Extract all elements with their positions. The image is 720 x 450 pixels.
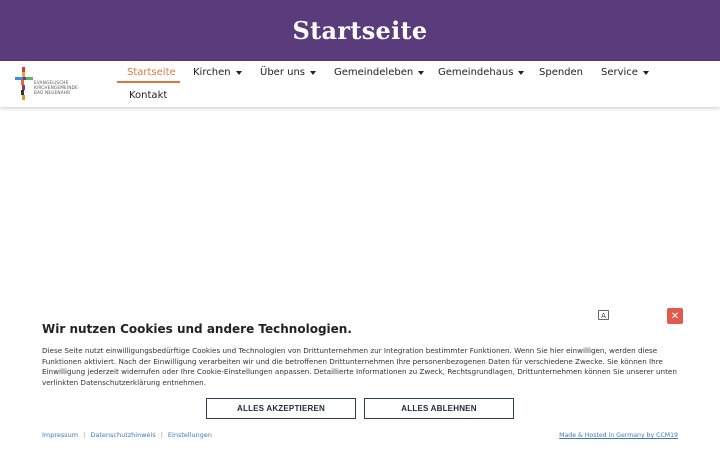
close-button[interactable] [667, 308, 683, 324]
nav-item-spenden[interactable] [539, 65, 583, 79]
cookie-description: Diese Seite nutzt einwilligungsbedürftige Cookies und Technologien von Drittunternehmen zur Integration bestimmter Funktionen. Wenn Sie hier einwilligen, werden diese Funktionen aktiviert. Nach der Einwilligung verarbeiten wir und die betroffenen Drittunternehmen Ihre personenbezogenen Daten für verschiedene Zwecke. Sie können Ihre Einwilligung jederzeit widerrufen oder Ihre Cookie-Einstellungen anpassen. Detaillierte Informationen zu Zweck, Rechtsgrundlagen, Drittunternehmen können Sie unserer unten verlinkten Datenschutzerklärung entnehmen. [42, 346, 677, 387]
nav-item-label: Service [601, 66, 638, 78]
nav-item-label: Über uns [260, 66, 305, 78]
logo-line-3: BAD NEUENAHR [34, 90, 71, 95]
chevron-down-icon [310, 71, 316, 75]
logo-line-2: KIRCHENGEMEINDE [34, 85, 78, 90]
church-logo[interactable] [13, 65, 83, 103]
nav-item-startseite[interactable] [127, 65, 176, 79]
nav-item-kontakt[interactable] [129, 88, 167, 102]
cookie-consent-banner [0, 295, 720, 450]
language-icon[interactable]: A [598, 310, 609, 320]
nav-item-service[interactable] [601, 65, 649, 79]
active-nav-underline [117, 81, 180, 83]
main-navigation [0, 61, 720, 107]
nav-item-gemeindeleben[interactable] [334, 65, 424, 79]
nav-item-gemeindehaus[interactable] [438, 65, 524, 79]
settings-link[interactable]: Einstellungen [167, 431, 212, 439]
page-title: Startseite [292, 16, 428, 45]
cookie-title: Wir nutzen Cookies und andere Technologien. [42, 322, 352, 336]
nav-item-kirchen[interactable] [193, 65, 242, 79]
link-separator: | [83, 431, 86, 439]
nav-item-ueber-uns[interactable] [260, 65, 316, 79]
privacy-link[interactable]: Datenschutzhinweis [90, 431, 156, 439]
chevron-down-icon [643, 71, 649, 75]
link-separator: | [160, 431, 163, 439]
nav-item-label: Startseite [127, 66, 176, 78]
logo-line-1: EVANGELISCHE [34, 80, 69, 85]
impressum-link[interactable]: Impressum [42, 431, 79, 439]
page-hero [0, 0, 720, 61]
accept-all-button[interactable]: ALLES AKZEPTIEREN [206, 398, 356, 419]
chevron-down-icon [418, 71, 424, 75]
nav-item-label: Kontakt [129, 89, 168, 101]
chevron-down-icon [518, 71, 524, 75]
nav-item-label: Spenden [539, 66, 584, 78]
nav-item-label: Kirchen [193, 66, 231, 78]
decline-all-button[interactable]: ALLES ABLEHNEN [364, 398, 514, 419]
cookie-footer-links [42, 431, 212, 439]
nav-item-label: Gemeindehaus [438, 66, 514, 78]
close-icon: ✕ [670, 310, 680, 322]
chevron-down-icon [236, 71, 242, 75]
made-by-link[interactable]: Made & Hosted in Germany by CCM19 [559, 432, 678, 439]
nav-item-label: Gemeindeleben [334, 66, 414, 78]
logo-text [34, 80, 78, 95]
